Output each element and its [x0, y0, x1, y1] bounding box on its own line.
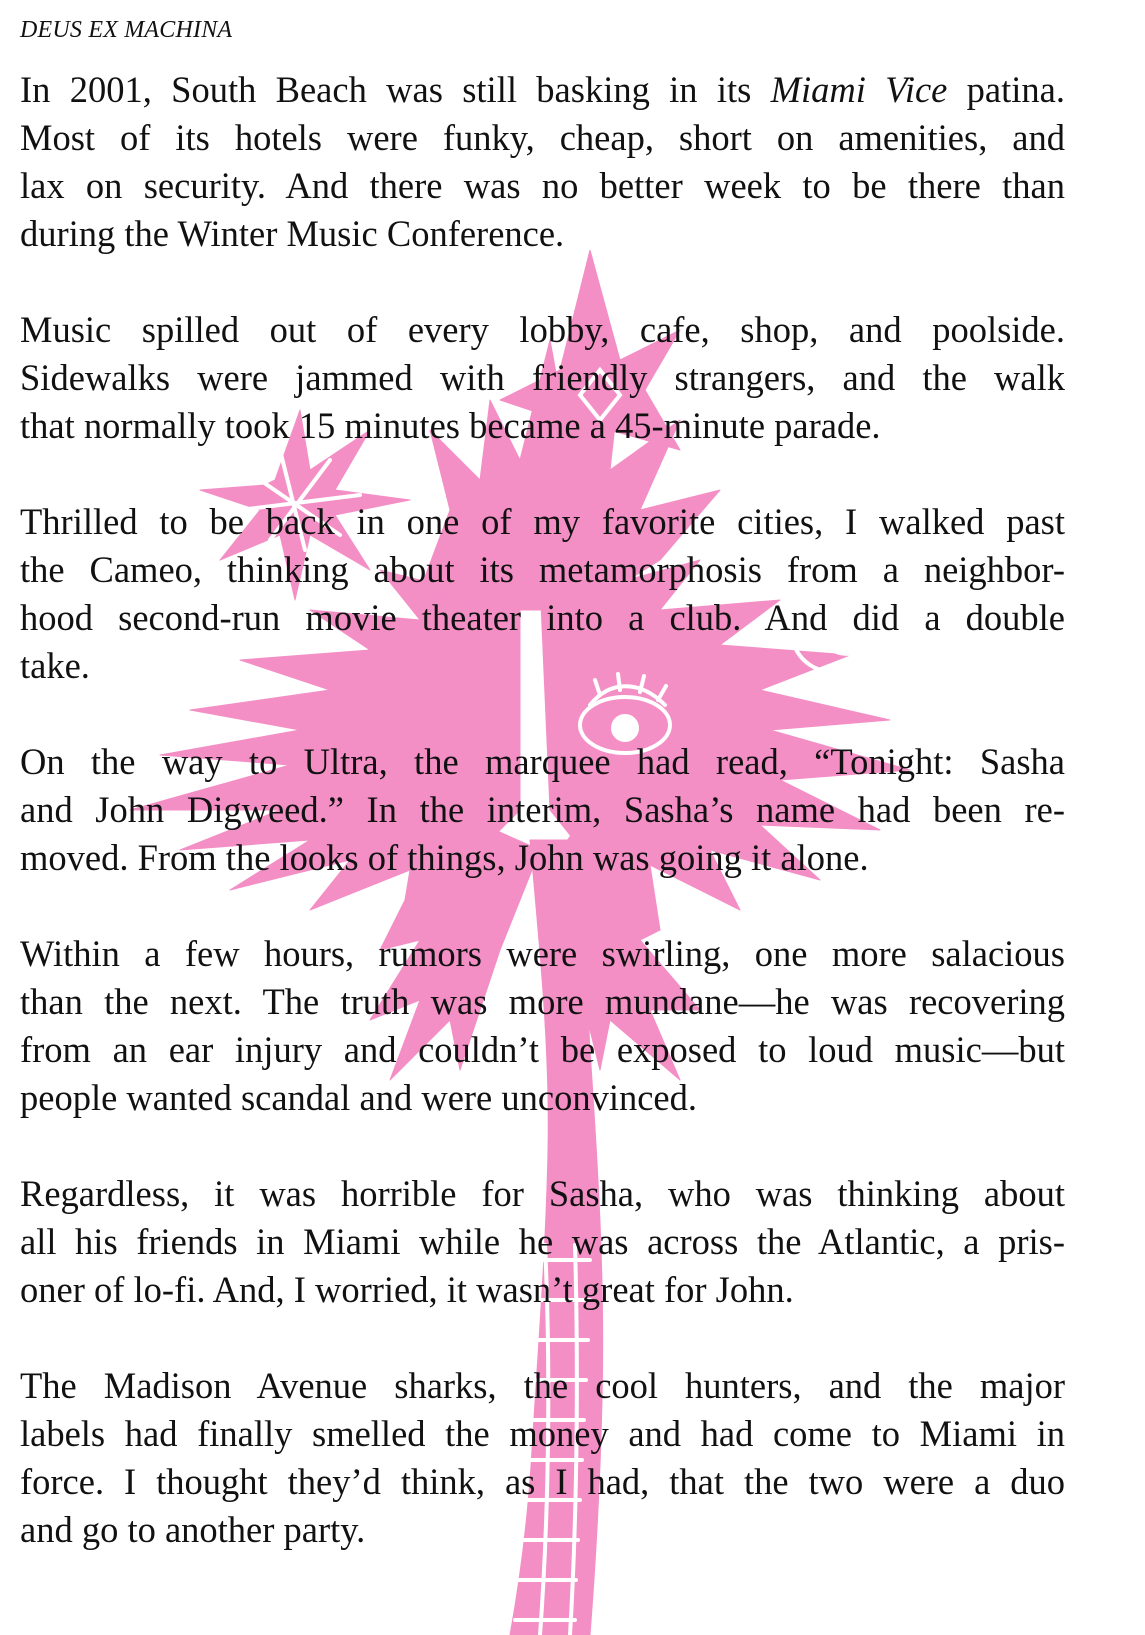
text-line: than the next. The truth was more mundane—he was recovering [20, 981, 1065, 1022]
paragraph-6 [20, 1170, 1065, 1314]
text-line: the Cameo, thinking about its metamorphosis from a neighbor- [20, 549, 1065, 590]
paragraph-2 [20, 306, 1065, 450]
paragraph-5 [20, 930, 1065, 1122]
text-line: take. [20, 645, 90, 686]
paragraph-7 [20, 1362, 1065, 1554]
text-line: Regardless, it was horrible for Sasha, who was thinking about [20, 1173, 1065, 1214]
italic-title: Miami Vice [770, 69, 948, 110]
paragraph-1 [20, 66, 1065, 258]
text-line: On the way to Ultra, the marquee had read, “Tonight: Sasha [20, 741, 1065, 782]
text-line: force. I thought they’d think, as I had, that the two were a duo [20, 1461, 1065, 1502]
text-line: hood second-run movie theater into a club. And did a double [20, 597, 1065, 638]
text-line: Within a few hours, rumors were swirling, one more salacious [20, 933, 1065, 974]
text-line: people wanted scandal and were unconvinced. [20, 1077, 697, 1118]
text-line: and John Digweed.” In the interim, Sasha’s name had been re- [20, 789, 1065, 830]
text-line: during the Winter Music Conference. [20, 213, 565, 254]
text-line: oner of lo-fi. And, I worried, it wasn’t great for John. [20, 1269, 794, 1310]
text-line: from an ear injury and couldn’t be exposed to loud music—but [20, 1029, 1065, 1070]
text-line: moved. From the looks of things, John was going it alone. [20, 837, 869, 878]
text-line: Sidewalks were jammed with friendly strangers, and the walk [20, 357, 1065, 398]
paragraph-4 [20, 738, 1065, 882]
text-line: Thrilled to be back in one of my favorite cities, I walked past [20, 501, 1065, 542]
text-line: and go to another party. [20, 1509, 366, 1550]
text-line: lax on security. And there was no better week to be there than [20, 165, 1065, 206]
running-head: DEUS EX MACHINA [20, 17, 233, 43]
text-line: Music spilled out of every lobby, cafe, shop, and poolside. [20, 309, 1065, 350]
text-line: all his friends in Miami while he was across the Atlantic, a pris- [20, 1221, 1065, 1262]
text-line: The Madison Avenue sharks, the cool hunters, and the major [20, 1365, 1065, 1406]
paragraph-3 [20, 498, 1065, 690]
text-line: labels had finally smelled the money and had come to Miami in [20, 1413, 1065, 1454]
text-line: Most of its hotels were funky, cheap, short on amenities, and [20, 117, 1065, 158]
text-line: In 2001, South Beach was still basking in its Miami Vice patina. [20, 69, 1065, 110]
text-line: that normally took 15 minutes became a 45-minute parade. [20, 405, 881, 446]
